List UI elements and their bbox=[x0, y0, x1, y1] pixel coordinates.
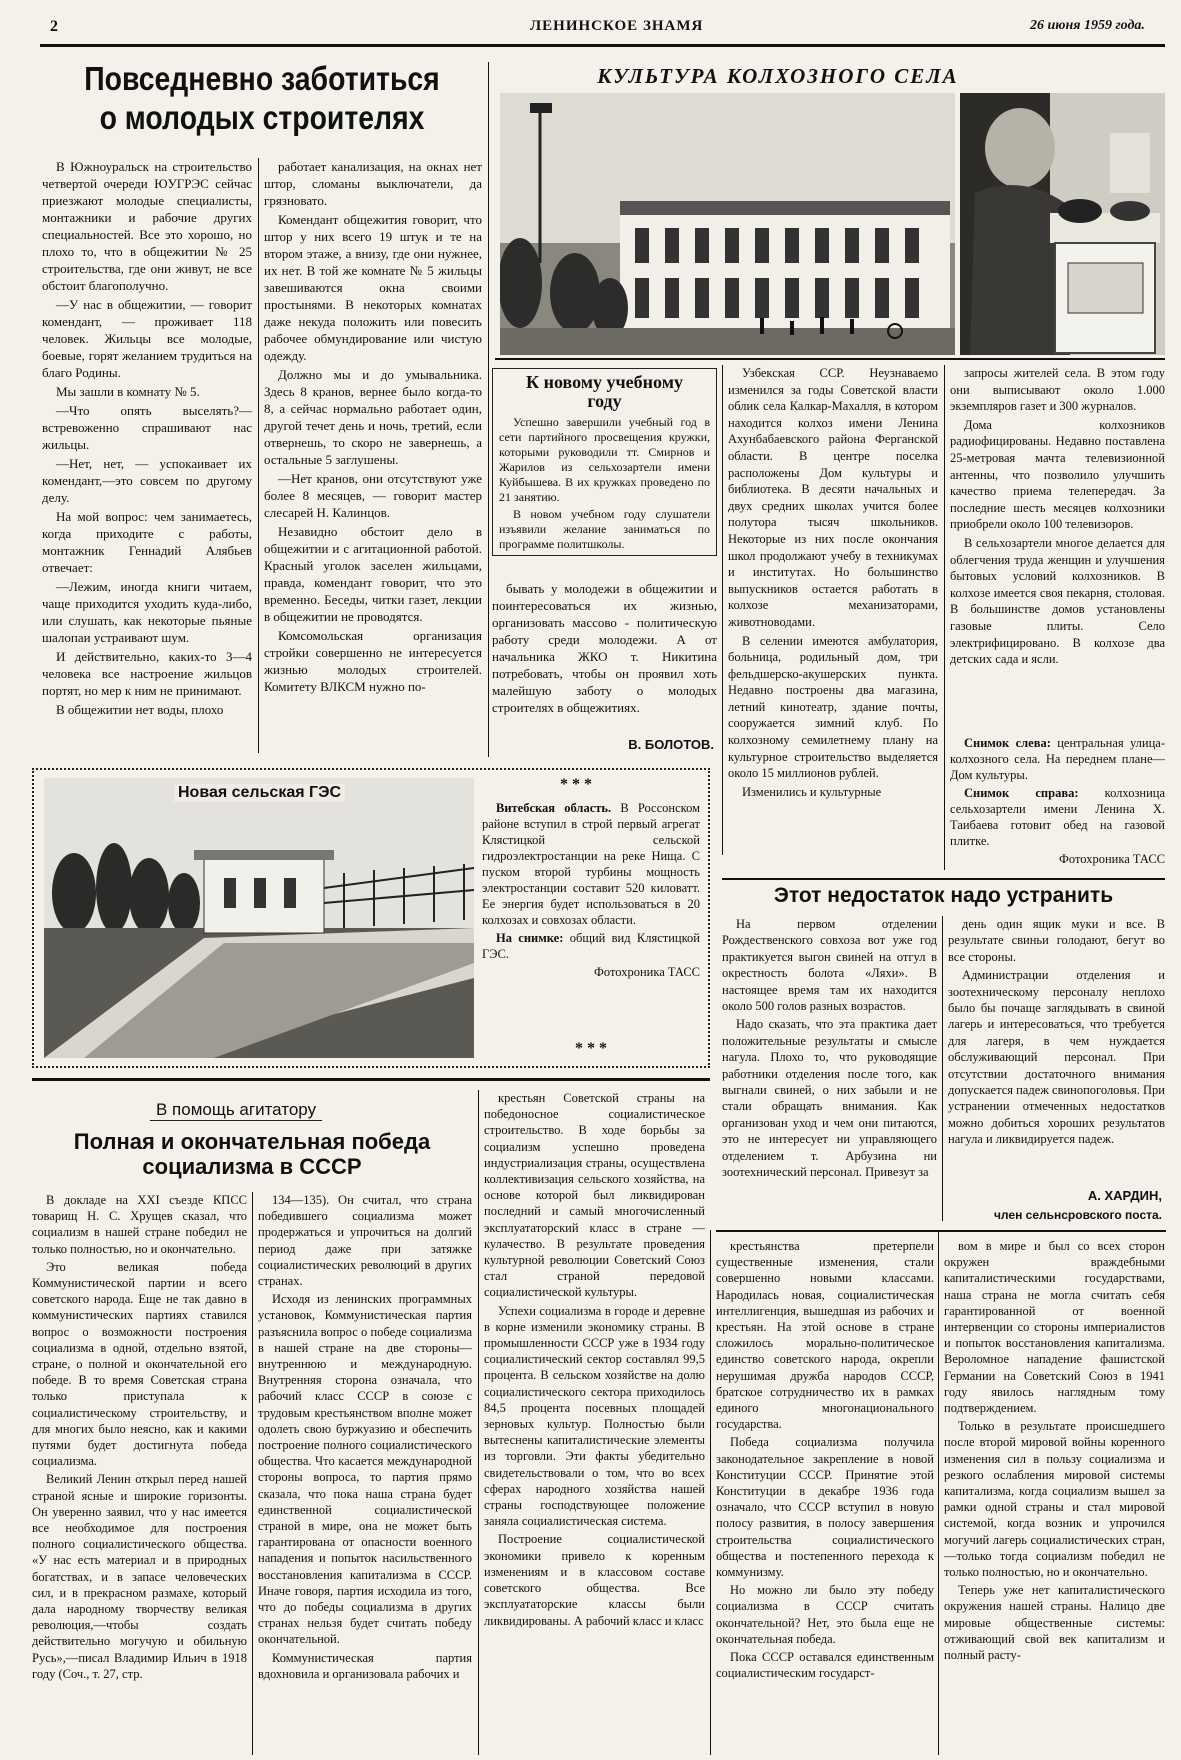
gas-stove-image bbox=[960, 93, 1165, 355]
paragraph: Победа социализма получила законодательное закрепление в новой Конституции СССР. Принятие этой Конституции в декабре 1936 года означало, что СССР вступил в новую полосу развития, в полосу завершения строительства социалистического общества и постепенного перехода к коммунизму. bbox=[716, 1435, 934, 1580]
culture-credit: Фотохроника ТАСС bbox=[1059, 852, 1165, 866]
ges-stars-bottom: * * * bbox=[575, 1040, 607, 1057]
section-rule bbox=[722, 878, 1165, 880]
ges-photo-title: Новая сельская ГЭС bbox=[174, 784, 345, 802]
culture-rubric: КУЛЬТУРА КОЛХОЗНОГО СЕЛА bbox=[597, 64, 959, 88]
builders-signature: В. БОЛОТОВ. bbox=[628, 737, 714, 752]
paragraph: —Нет кранов, они отсутствуют уже более 8 месяцев, — говорит мастер слесарей Н. Калинцов. bbox=[264, 471, 482, 520]
issue-date: 26 июня 1959 года. bbox=[1030, 18, 1145, 33]
builders-column-3 bbox=[492, 580, 717, 730]
masthead-rule bbox=[40, 44, 1165, 47]
paragraph: вом в мире и был со всех сторон окружен враждебными капиталистическими государствами, наша страна не могла считать себя гарантированной от военной интервенции со стороны империалистов и попыток восстановления капитализма. Вероломное нападение фашистской Германии на Советский Союз в 1941 году явилось наглядным тому подтверждением. bbox=[944, 1239, 1165, 1416]
defect-column-2 bbox=[948, 916, 1165, 1166]
paragraph: Успехи социализма в городе и деревне в корне изменили экономику страны. В промышленности СССР уже в 1934 году социалистический сектор составлял 99,5 процента. В сельском хозяйстве на долю социалистического сектора приходилось 84,5 процента посевных площадей зерновых культур. Полностью были вытеснены капиталистические элементы из торговли. Эти факты убедительно свидетельствовали о том, что во всех сферах народного хозяйства нашей страны господствующее положение заняла социалистическая система. bbox=[484, 1303, 705, 1529]
paragraph: Теперь уже нет капиталистического окружения нашей страны. Налицо две мировые общественные системы: отживающий свой век капитализм и полный расту- bbox=[944, 1583, 1165, 1663]
paragraph: На первом отделении Рождественского совхоза вот уже год практикуется выгон свиней на отгул в окрестность болота «Ляхи». В настоящее время там их находится около 500 голов разных возрастов. bbox=[722, 917, 937, 1014]
column-rule bbox=[488, 62, 489, 757]
column-rule bbox=[938, 1232, 939, 1755]
builders-title-line2: о молодых строителях bbox=[99, 98, 425, 136]
paragraph: бывать у молодежи в общежитии и поинтересоваться их жизнью, организовать массово - политическую работу среди молодежи. А от начальника ЖКО т. Никитина потребовать, чтобы он проявил хоть малейшую заботу о молодых строителях в общежитиях. bbox=[492, 581, 717, 715]
defect-signature-role: член сельнсровского поста. bbox=[993, 1208, 1162, 1222]
socialism-rubric: В помощь агитатору bbox=[150, 1100, 322, 1121]
study-note-title-line1: К новому учебному bbox=[526, 372, 683, 392]
study-note-box bbox=[492, 368, 717, 556]
paragraph: В новом учебном году слушатели изъявили желание заниматься по программе политшколы. bbox=[499, 506, 710, 551]
paragraph: В докладе на XXI съезде КПСС товарищ Н. С. Хрущев сказал, что социализм в нашей стране победил не только полностью, но и окончательно. bbox=[32, 1193, 247, 1256]
paragraph: —Что опять выселять?—встревоженно спрашивают нас жильцы. bbox=[42, 403, 252, 452]
ges-credit: Фотохроника ТАСС bbox=[594, 965, 700, 979]
paragraph: Узбекская ССР. Неузнаваемо изменился за годы Советской власти облик села Калкар-Махалля, в котором находится колхоз имени Ленина Ахунбабаевского района Ферганской области. В центре поселка расположены Дом культуры и библиотека. В десяти начальных и двух средних школах учится более полутора тысяч школьников. Некоторые из них после окончания школ продолжают учебу в техникумах и институтах. Но большинство выпускников остается работать в колхозе механизаторами, животноводами. bbox=[728, 366, 938, 629]
socialism-column-5 bbox=[944, 1238, 1165, 1757]
paragraph: В общежитии нет воды, плохо bbox=[56, 702, 224, 717]
ges-stars-top: * * * bbox=[560, 776, 592, 793]
defect-column-1 bbox=[722, 916, 937, 1226]
paragraph: день один ящик муки и все. В результате свиньи голодают, бегут во все стороны. bbox=[948, 917, 1165, 964]
socialism-column-4 bbox=[716, 1238, 934, 1757]
paragraph: Изменились и культурные bbox=[742, 784, 882, 799]
paragraph: запросы жителей села. В этом году они выписывают около 1.000 экземпляров газет и 300 журналов. bbox=[950, 366, 1165, 414]
village-street-photo bbox=[500, 93, 955, 355]
paragraph: Великий Ленин открыл перед нашей страной ясные и широкие горизонты. Он уверенно заявил, что у нас имеется все необходимое для построения полного социалистического общества. «У нас есть материал и в природных богатствах, и в запасе человеческих сил, и в прекрасном размахе, который дала народному творчеству великая революция,—чтобы создать действительно могучую и обильную Русь»,—писал Владимир Ильич в 1918 году (Соч., т. 27, стр. bbox=[32, 1472, 247, 1681]
paragraph: В Южноуральск на строительство четвертой очереди ЮУГРЭС сейчас приезжают молодые специалисты, монтажники и рабочие других специальностей. Все это хорошо, но плохо то, что в общежитии № 25 строительства, где они живут, не все обстоит благополучно. bbox=[42, 159, 252, 293]
column-rule bbox=[722, 365, 723, 855]
paragraph: 134—135). Он считал, что страна победившего социализма может продержаться и упрочиться на долгий период даже при затяжке социалистических революций в других странах. bbox=[258, 1193, 472, 1289]
builders-column-1 bbox=[42, 158, 252, 758]
caption-left-text: центральная улица-колхозного села. На переднем плане—Дом культуры. bbox=[950, 736, 1165, 782]
ges-text bbox=[482, 800, 700, 1030]
column-rule bbox=[478, 1090, 479, 1755]
column-rule bbox=[710, 1230, 711, 1755]
ges-caption-label: На снимке: bbox=[496, 931, 564, 945]
paragraph: Построение социалистической экономики привело к коренным изменениям и в классовом составе советского общества. Все эксплуататорские классы были ликвидированы. А рабочий класс и класс bbox=[484, 1532, 705, 1628]
column-rule bbox=[942, 916, 943, 1221]
paragraph: В селении имеются амбулатория, больница, родильный дом, три фельдшерско-акушерских пункта. Недавно построены два магазина, летний кинотеатр, здание почты, сооружается зимний клуб. По колхозному семилетнему плану на культурное строительство выделяется около 15 миллионов рублей. bbox=[728, 633, 938, 781]
builders-title bbox=[42, 62, 482, 135]
study-note-title-line2: году bbox=[587, 390, 622, 411]
paragraph: Это великая победа Коммунистической партии и всего советского народа. Еще не так давно в коммунистических партиях ставился вопрос о возможности построения социализма в одной, отдельно взятой, стране, о полной и окончательной его победе. В то время Советская страна только приступала к социалистическому строительству, и для многих было неясно, как и какими путями будет достигнута победа социализма. bbox=[32, 1259, 247, 1469]
caption-left-label: Снимок слева: bbox=[964, 736, 1051, 750]
section-rule bbox=[716, 1230, 1166, 1232]
paragraph: Дома колхозников радиофицированы. Недавно поставлена 25-метровая мачта телевизионной антенны, что позволило улучшить качество приема телепередач. За последние шесть месяцев колхозники приобрели около 100 телевизоров. bbox=[950, 417, 1165, 532]
builders-title-line1: Повседневно заботиться bbox=[84, 60, 440, 97]
ges-image bbox=[44, 778, 474, 1058]
paragraph: Незавидно обстоит дело в общежитии и с агитационной работой. Красный уголок заселен жильцами, правда, комендант говорит, что это временно. Беседы, читки газет, лекции в общежитии не проводятся. bbox=[264, 524, 482, 624]
paragraph: Успешно завершили учебный год в сети партийного просвещения кружки, которыми руководили тт. Смирнов и Жарилов из сельхозартели имени Куйбышева. В их кружках проведено по 21 занятию. bbox=[499, 414, 710, 504]
paragraph: крестьян Советской страны на победоносное социалистическое строительство. В ходе борьбы за социализм успешно проведена индустриализация страны, осуществлена коллективизация сельского хозяйства, на основе которой был ликвидирован последний и самый многочисленный эксплуататорский класс в стране — кулачество. В результате проведения культурной революции Советский Союз стал страной передовой социалистической культуры. bbox=[484, 1091, 705, 1300]
culture-column-2 bbox=[950, 365, 1165, 705]
caption-right-text: колхозница сельхозартели имени Ленина Х. Таибаева готовит обед на газовой плитке. bbox=[950, 786, 1165, 848]
defect-signature-name: А. ХАРДИН, bbox=[1087, 1188, 1162, 1203]
column-rule bbox=[258, 158, 259, 753]
socialism-title bbox=[32, 1130, 472, 1178]
paragraph: Комендант общежития говорит, что штор у них всего 19 штук и те на втором этаже, а внизу, где они нужнее, их нет. В той же комнате № 5 жильцы завешиваются окна своими простынями. В некоторых комнатах даже некуда положить или повесить рабочее обмундирование или чистую одежду. bbox=[264, 212, 482, 363]
paragraph: крестьянства претерпели существенные изменения, стали совершенно новыми классами. Народилась новая, социалистическая интеллигенция, вышедшая из рабочих и крестьян. На этой основе в стране сложилось морально-политическое единство советского народа, окрепли нерушимая дружба народов СССР, братское сотрудничество их в рамках единого многонационального государства. bbox=[716, 1239, 934, 1432]
paragraph: В сельхозартели многое делается для облегчения труда женщин и улучшения бытовых условий колхозников. В колхозе имеется своя пекарня, столовая. В большинстве домов установлены газовые плиты. Село электрифицировано. В колхозе два детских сада и ясли. bbox=[950, 535, 1165, 667]
paragraph: Комсомольская организация стройки совершенно не интересуется жизнью молодых строителей. Комитету ВЛКСМ нужно по- bbox=[264, 628, 482, 694]
paragraph: —У нас в общежитии, — говорит комендант, — проживает 118 человек. Жильцы все молодые, боевые, горят желанием трудиться на благо Родины. bbox=[42, 297, 252, 380]
paragraph: Но можно ли было эту победу социализма в СССР считать окончательной? Нет, это была еще не окончательная победа. bbox=[716, 1583, 934, 1646]
paragraph: работает канализация, на окнах нет штор, сломаны выключатели, да грязновато. bbox=[264, 159, 482, 208]
ges-photo bbox=[44, 778, 474, 1058]
paragraph: Должно мы и до умывальника. Здесь 8 кранов, вернее было когда-то 8, а сейчас нормально работает один, другой течет день и ночь, третий, если отвернешь, то скоро не завернешь, а остальные 5 заглушены. bbox=[264, 367, 482, 467]
defect-title: Этот недостаток надо устранить bbox=[773, 884, 1114, 907]
paragraph: Администрации отделения и зоотехническому персоналу неплохо было бы почаще заглядывать в свиной лагерь и интересоваться, что требуется для лагеря, в чем нуждается обслуживающий персонал. При отсутствии достаточного внимания допускается падеж свинопоголовья. При устранении отмеченных недостатков можно добиться хороших результатов нагула и ликвидируется падеж. bbox=[948, 968, 1165, 1147]
socialism-column-2 bbox=[258, 1192, 472, 1757]
paper-name: ЛЕНИНСКОЕ ЗНАМЯ bbox=[530, 18, 704, 34]
paragraph: Коммунистическая партия вдохновила и организовала рабочих и bbox=[258, 1650, 472, 1681]
paragraph: Только в результате происшедшего после второй мировой войны коренного изменения сил в пользу социализма и резкого ослабления мировой системы капитализма, когда социализм вышел за рамки одной страны и стал мировой системой, когда возник и упрочился могучий лагерь социалистических стран,—только тогда социализм победил не только полностью, но и окончательно. bbox=[944, 1419, 1165, 1580]
ges-body: В Россонском районе вступил в строй первый агрегат Клястицкой сельской гидроэлектростанции на реке Нища. С пуском второй турбины мощность электростанции составит 520 киловатт. Ее энергия будет использоваться в 20 колхозах и совхозах области. bbox=[482, 801, 700, 927]
culture-column-1 bbox=[728, 365, 938, 875]
gas-stove-photo bbox=[960, 93, 1165, 355]
socialism-title-line2: социализма в СССР bbox=[142, 1154, 362, 1180]
section-rule bbox=[32, 1078, 710, 1081]
column-rule bbox=[944, 365, 945, 870]
village-street-image bbox=[500, 93, 955, 355]
paragraph: —Нет, нет, — успокаивает их комендант,—это совсем по другому делу. bbox=[42, 456, 252, 505]
socialism-column-1 bbox=[32, 1192, 247, 1757]
socialism-title-line1: Полная и окончательная победа bbox=[73, 1129, 431, 1154]
paragraph: Пока СССР оставался единственным социалистическим государст- bbox=[716, 1650, 934, 1681]
page-number: 2 bbox=[50, 18, 58, 35]
photo-bottom-rule bbox=[495, 358, 1165, 360]
paragraph: На мой вопрос: чем занимаетесь, когда приходите с работы, монтажник Геннадий Алябьев отвечает: bbox=[42, 509, 252, 575]
ges-lead: Витебская область. bbox=[496, 801, 612, 815]
builders-column-2 bbox=[264, 158, 482, 758]
caption-right-label: Снимок справа: bbox=[964, 786, 1079, 800]
ges-caption-text: общий вид Клястицкой ГЭС. bbox=[482, 931, 700, 961]
paragraph: Исходя из ленинских программных установок, Коммунистическая партия разъяснила вопрос о победе социализма в нашей стране на две стороны— внутреннюю и международную. Внутренняя сторона означала, что рабочий класс СССР в союзе с трудовым крестьянством вполне может одолеть свою буржуазию и обеспечить построение полного социалистического общества. Что касается международной стороны вопроса, то партия прямо сказала, что пока наша страна будет единственной социалистической страной в мире, она не может быть гарантирована от опасности военного нападения и попыток насильственного восстановления капитализма в СССР. Иначе говоря, партия исходила из того, что до победы социализма в других странах нельзя будет считать победу окончательной. bbox=[258, 1292, 472, 1647]
paragraph: И действительно, каких-то 3—4 человека все настроение жильцов портят, но мер к ним не принимают. bbox=[42, 649, 252, 698]
paragraph: —Лежим, иногда книги читаем, чаще приходится уходить куда-либо, или слушать, как некоторые пьяные шалопаи устраивают шум. bbox=[42, 579, 252, 645]
column-rule bbox=[252, 1192, 253, 1755]
paragraph: Надо сказать, что эта практика дает положительные результаты и смысле нагула. Плохо то, что руководящие работники отделения после того, как выгнали свиней, о них забыли и не стали обращать внимания. Как организован уход и чем они питаются, это не интересует ни управляющего отделением т. Арбузина ни зоотехнический персонал. Привезут за bbox=[722, 1017, 937, 1180]
study-note-text bbox=[499, 415, 710, 554]
paragraph: Мы зашли в комнату № 5. bbox=[56, 384, 200, 399]
socialism-column-3 bbox=[484, 1090, 705, 1757]
culture-captions bbox=[950, 735, 1165, 875]
